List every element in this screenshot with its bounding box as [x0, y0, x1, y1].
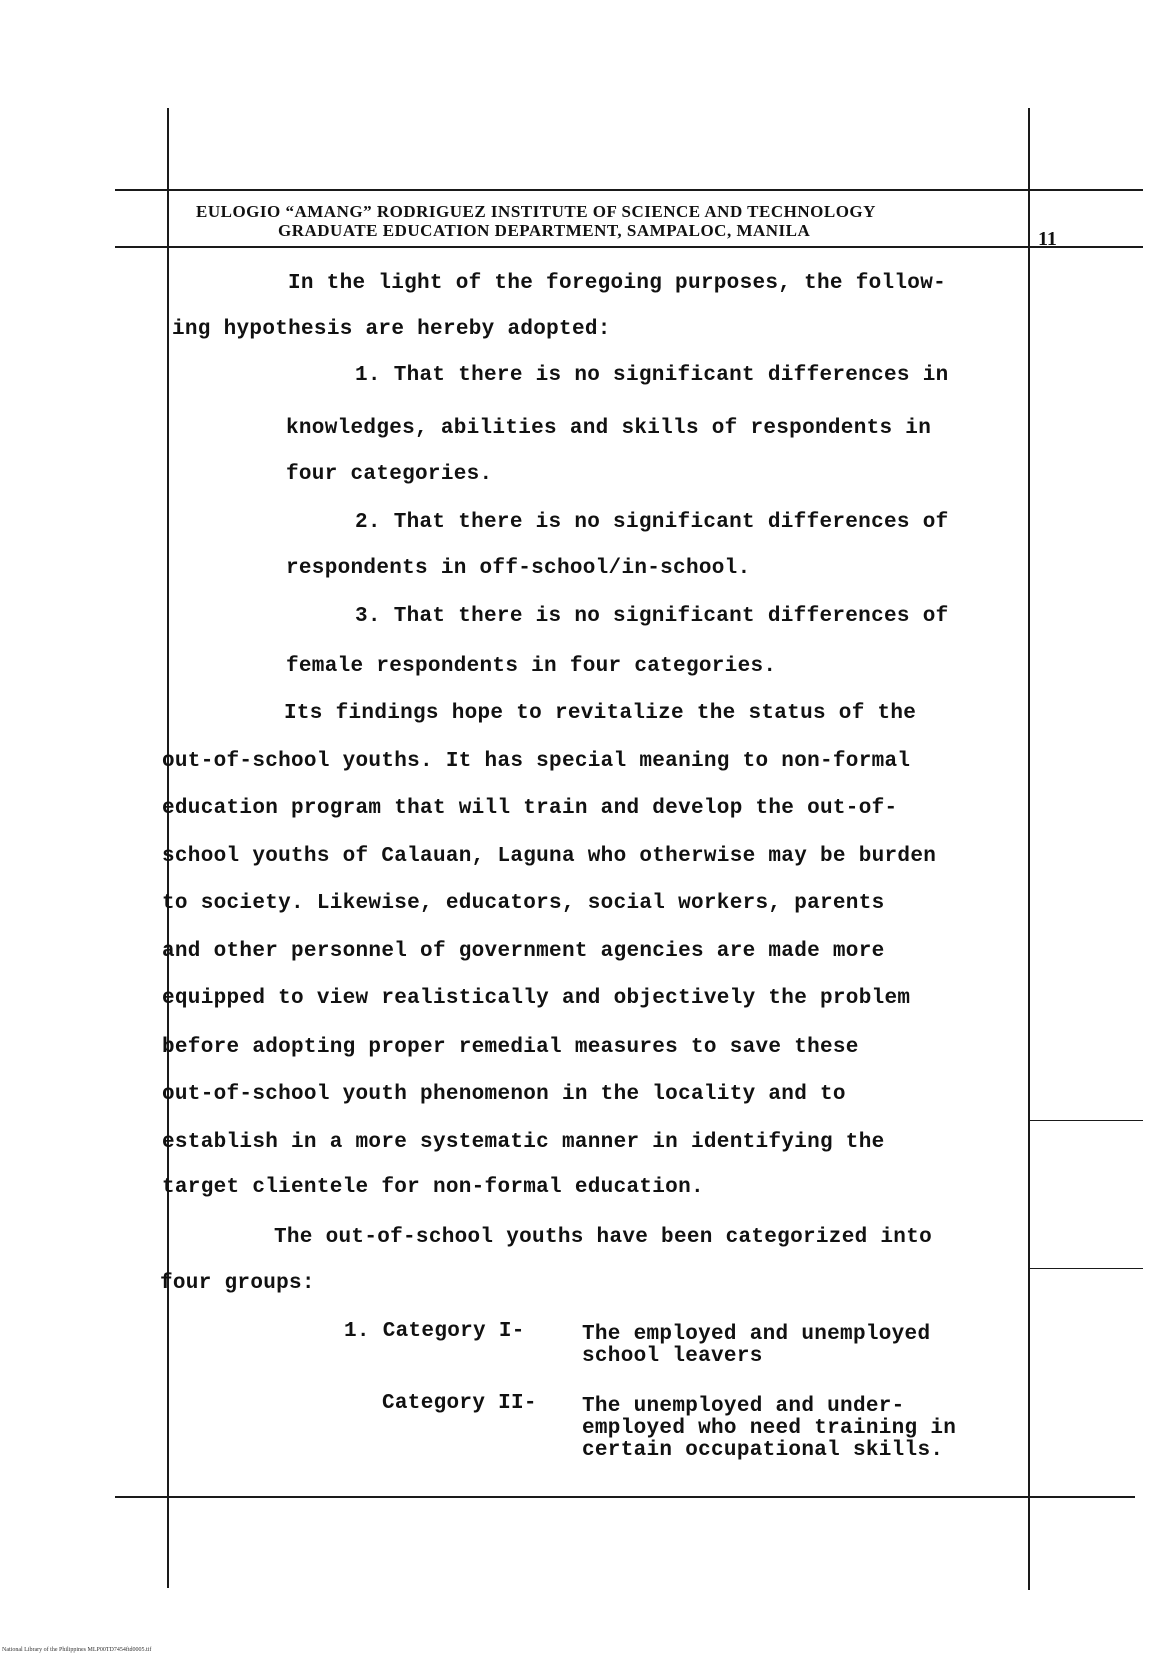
- body-line: four groups:: [160, 1272, 315, 1295]
- category-desc-line: certain occupational skills.: [582, 1439, 944, 1462]
- category-1-label: 1. Category I-: [344, 1320, 525, 1343]
- archive-footer: National Library of the Philippines MLP00TD7454ftd0005.tif: [2, 1647, 152, 1653]
- body-line: female respondents in four categories.: [286, 655, 777, 678]
- header-line-1: EULOGIO “AMANG” RODRIGUEZ INSTITUTE OF SCIENCE AND TECHNOLOGY: [196, 202, 876, 221]
- body-line: establish in a more systematic manner in identifying the: [162, 1131, 885, 1154]
- body-line: The out-of-school youths have been categorized into: [274, 1226, 933, 1249]
- header-bottom-rule: [115, 246, 1143, 248]
- right-tick-2: [1028, 1268, 1143, 1269]
- category-desc-line: school leavers: [582, 1345, 763, 1368]
- body-line: out-of-school youths. It has special meaning to non-formal: [162, 750, 911, 773]
- body-line: Its findings hope to revitalize the status of the: [284, 702, 917, 725]
- right-margin-rule: [1028, 108, 1030, 1590]
- category-desc-line: The employed and unemployed: [582, 1323, 931, 1346]
- hypothesis-1: 1. That there is no significant differences in: [355, 364, 949, 387]
- hypothesis-2: 2. That there is no significant differences of: [355, 511, 949, 534]
- category-2-description: [582, 1396, 956, 1462]
- body-line: equipped to view realistically and objectively the problem: [162, 987, 911, 1010]
- right-tick-1: [1028, 1120, 1143, 1121]
- page-number: 11: [1038, 228, 1057, 250]
- body-line: respondents in off-school/in-school.: [286, 557, 751, 580]
- body-line: out-of-school youth phenomenon in the locality and to: [162, 1083, 846, 1106]
- body-line: four categories.: [286, 463, 493, 486]
- category-2-label: Category II-: [382, 1392, 537, 1415]
- body-line: and other personnel of government agencies are made more: [162, 940, 885, 963]
- header-line-2: GRADUATE EDUCATION DEPARTMENT, SAMPALOC, MANILA: [278, 221, 811, 240]
- category-desc-line: The unemployed and under-: [582, 1395, 905, 1418]
- category-desc-line: employed who need training in: [582, 1417, 957, 1440]
- body-line: target clientele for non-formal education.: [162, 1176, 704, 1199]
- body-line: school youths of Calauan, Laguna who otherwise may be burden: [162, 845, 937, 868]
- body-line: ing hypothesis are hereby adopted:: [172, 318, 611, 341]
- institution-header: [170, 202, 1020, 240]
- body-line: to society. Likewise, educators, social workers, parents: [162, 892, 885, 915]
- hypothesis-3: 3. That there is no significant differences of: [355, 605, 949, 628]
- header-top-rule: [115, 189, 1143, 191]
- body-line: education program that will train and develop the out-of-: [162, 797, 898, 820]
- body-line: knowledges, abilities and skills of respondents in: [286, 417, 932, 440]
- bottom-rule: [115, 1496, 1135, 1498]
- category-1-description: [582, 1324, 930, 1368]
- body-line: before adopting proper remedial measures to save these: [162, 1036, 859, 1059]
- body-line: In the light of the foregoing purposes, the follow-: [288, 272, 947, 295]
